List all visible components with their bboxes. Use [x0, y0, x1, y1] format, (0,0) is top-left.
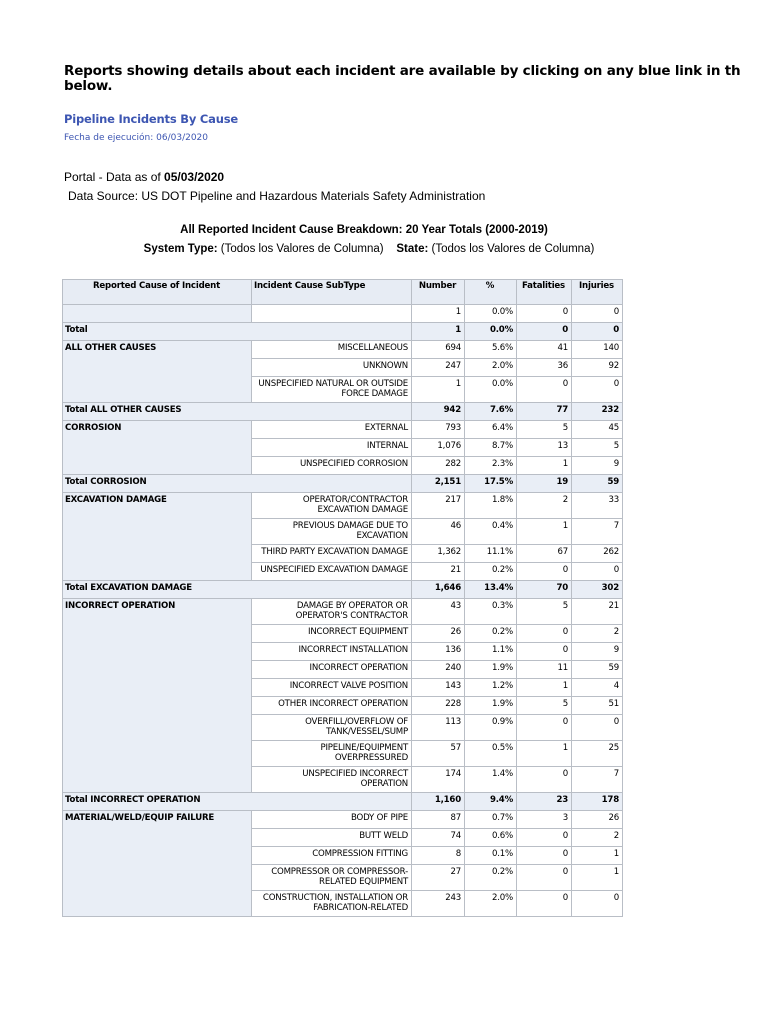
percent-cell: 1.8% [465, 493, 517, 519]
subtype-cell[interactable]: PREVIOUS DAMAGE DUE TO EXCAVATION [252, 519, 412, 545]
total-label: Total INCORRECT OPERATION [63, 793, 412, 811]
number-cell: 1,076 [412, 439, 465, 457]
percent-cell: 17.5% [465, 475, 517, 493]
fatalities-cell: 2 [517, 493, 572, 519]
fatalities-cell: 0 [517, 767, 572, 793]
fatalities-cell: 0 [517, 847, 572, 865]
percent-cell: 0.2% [465, 563, 517, 581]
percent-cell: 11.1% [465, 545, 517, 563]
percent-cell: 2.0% [465, 891, 517, 917]
percent-cell: 0.0% [465, 323, 517, 341]
injuries-cell: 1 [572, 865, 623, 891]
subtype-cell[interactable]: INCORRECT EQUIPMENT [252, 625, 412, 643]
header-cause: Reported Cause of Incident [63, 280, 252, 305]
cause-cell [63, 305, 252, 323]
fatalities-cell: 0 [517, 377, 572, 403]
total-label: Total EXCAVATION DAMAGE [63, 581, 412, 599]
injuries-cell: 4 [572, 679, 623, 697]
percent-cell: 0.7% [465, 811, 517, 829]
run-date: Fecha de ejecución: 06/03/2020 [64, 133, 209, 143]
percent-cell: 8.7% [465, 439, 517, 457]
subtype-cell[interactable]: INCORRECT OPERATION [252, 661, 412, 679]
number-cell: 1,362 [412, 545, 465, 563]
table-row [63, 599, 623, 625]
subtype-cell[interactable]: COMPRESSOR OR COMPRESSOR-RELATED EQUIPMENT [252, 865, 412, 891]
table-row [63, 421, 623, 439]
number-cell: 74 [412, 829, 465, 847]
fatalities-cell: 5 [517, 697, 572, 715]
number-cell: 2,151 [412, 475, 465, 493]
number-cell: 793 [412, 421, 465, 439]
number-cell: 43 [412, 599, 465, 625]
fatalities-cell: 0 [517, 305, 572, 323]
percent-cell: 1.2% [465, 679, 517, 697]
filters-line [64, 243, 674, 255]
header-percent: % [465, 280, 517, 305]
percent-cell: 9.4% [465, 793, 517, 811]
subtype-cell[interactable]: UNSPECIFIED CORROSION [252, 457, 412, 475]
intro-text [64, 63, 741, 94]
percent-cell: 0.0% [465, 305, 517, 323]
subtype-cell[interactable]: BODY OF PIPE [252, 811, 412, 829]
injuries-cell: 9 [572, 643, 623, 661]
subtype-cell[interactable]: UNKNOWN [252, 359, 412, 377]
table-row [63, 811, 623, 829]
injuries-cell: 2 [572, 829, 623, 847]
subtype-cell[interactable]: UNSPECIFIED NATURAL OR OUTSIDE FORCE DAMAGE [252, 377, 412, 403]
fatalities-cell: 77 [517, 403, 572, 421]
injuries-cell: 0 [572, 377, 623, 403]
percent-cell: 2.0% [465, 359, 517, 377]
percent-cell: 0.9% [465, 715, 517, 741]
injuries-cell: 2 [572, 625, 623, 643]
injuries-cell: 0 [572, 563, 623, 581]
table-row [63, 341, 623, 359]
injuries-cell: 7 [572, 519, 623, 545]
fatalities-cell: 5 [517, 599, 572, 625]
injuries-cell: 9 [572, 457, 623, 475]
injuries-cell: 25 [572, 741, 623, 767]
table-body [63, 305, 623, 917]
portal-data-date [64, 170, 224, 184]
number-cell: 46 [412, 519, 465, 545]
number-cell: 8 [412, 847, 465, 865]
state-label: State: [396, 243, 429, 255]
header-subtype: Incident Cause SubType [252, 280, 412, 305]
intro-line-1: Reports showing details about each incident are available by clicking on any blue link in th [64, 63, 741, 79]
number-cell: 21 [412, 563, 465, 581]
percent-cell: 6.4% [465, 421, 517, 439]
total-row [63, 793, 623, 811]
injuries-cell: 33 [572, 493, 623, 519]
subtype-cell[interactable]: CONSTRUCTION, INSTALLATION OR FABRICATION-RELATED [252, 891, 412, 917]
portal-date: 05/03/2020 [164, 170, 225, 184]
total-label: Total CORROSION [63, 475, 412, 493]
subtype-cell[interactable]: EXTERNAL [252, 421, 412, 439]
total-row [63, 581, 623, 599]
subtype-cell[interactable]: DAMAGE BY OPERATOR OR OPERATOR'S CONTRACTOR [252, 599, 412, 625]
subtype-cell[interactable]: UNSPECIFIED INCORRECT OPERATION [252, 767, 412, 793]
number-cell: 1 [412, 323, 465, 341]
number-cell: 57 [412, 741, 465, 767]
percent-cell: 0.2% [465, 865, 517, 891]
percent-cell: 0.6% [465, 829, 517, 847]
data-source: Data Source: US DOT Pipeline and Hazardous Materials Safety Administration [68, 189, 486, 203]
number-cell: 1 [412, 305, 465, 323]
percent-cell: 1.4% [465, 767, 517, 793]
system-type-value: (Todos los Valores de Columna) [217, 243, 384, 255]
total-row [63, 323, 623, 341]
fatalities-cell: 0 [517, 829, 572, 847]
table-row [63, 493, 623, 519]
breakdown-title: All Reported Incident Cause Breakdown: 20 Year Totals (2000-2019) [180, 224, 548, 236]
table-row [63, 305, 623, 323]
cause-cell: ALL OTHER CAUSES [63, 341, 252, 403]
injuries-cell: 262 [572, 545, 623, 563]
fatalities-cell: 1 [517, 457, 572, 475]
injuries-cell: 302 [572, 581, 623, 599]
fatalities-cell: 1 [517, 519, 572, 545]
injuries-cell: 0 [572, 715, 623, 741]
number-cell: 282 [412, 457, 465, 475]
injuries-cell: 0 [572, 305, 623, 323]
subtype-cell[interactable]: OVERFILL/OVERFLOW OF TANK/VESSEL/SUMP [252, 715, 412, 741]
injuries-cell: 5 [572, 439, 623, 457]
percent-cell: 0.0% [465, 377, 517, 403]
fatalities-cell: 3 [517, 811, 572, 829]
fatalities-cell: 5 [517, 421, 572, 439]
fatalities-cell: 67 [517, 545, 572, 563]
subtype-cell[interactable]: INTERNAL [252, 439, 412, 457]
injuries-cell: 1 [572, 847, 623, 865]
fatalities-cell: 23 [517, 793, 572, 811]
cause-cell: INCORRECT OPERATION [63, 599, 252, 793]
percent-cell: 0.5% [465, 741, 517, 767]
fatalities-cell: 70 [517, 581, 572, 599]
header-number: Number [412, 280, 465, 305]
intro-line-2: below. [64, 78, 113, 94]
injuries-cell: 51 [572, 697, 623, 715]
subtype-cell[interactable]: UNSPECIFIED EXCAVATION DAMAGE [252, 563, 412, 581]
incident-table-wrapper [62, 279, 620, 929]
injuries-cell: 59 [572, 661, 623, 679]
table-header-row [63, 280, 623, 305]
injuries-cell: 26 [572, 811, 623, 829]
percent-cell: 1.9% [465, 697, 517, 715]
fatalities-cell: 13 [517, 439, 572, 457]
number-cell: 136 [412, 643, 465, 661]
subtype-cell[interactable]: INCORRECT INSTALLATION [252, 643, 412, 661]
report-title: Pipeline Incidents By Cause [64, 112, 238, 126]
header-injuries: Injuries [572, 280, 623, 305]
percent-cell: 1.1% [465, 643, 517, 661]
fatalities-cell: 41 [517, 341, 572, 359]
percent-cell: 0.4% [465, 519, 517, 545]
number-cell: 942 [412, 403, 465, 421]
number-cell: 694 [412, 341, 465, 359]
number-cell: 1 [412, 377, 465, 403]
header-fatalities: Fatalities [517, 280, 572, 305]
number-cell: 247 [412, 359, 465, 377]
subtype-cell[interactable]: BUTT WELD [252, 829, 412, 847]
system-type-label: System Type: [143, 243, 218, 255]
cause-cell: MATERIAL/WELD/EQUIP FAILURE [63, 811, 252, 917]
percent-cell: 2.3% [465, 457, 517, 475]
subtype-cell[interactable]: THIRD PARTY EXCAVATION DAMAGE [252, 545, 412, 563]
subtype-cell [252, 305, 412, 323]
subtype-cell[interactable]: COMPRESSION FITTING [252, 847, 412, 865]
injuries-cell: 59 [572, 475, 623, 493]
number-cell: 113 [412, 715, 465, 741]
number-cell: 1,646 [412, 581, 465, 599]
number-cell: 243 [412, 891, 465, 917]
injuries-cell: 140 [572, 341, 623, 359]
subtype-cell[interactable]: INCORRECT VALVE POSITION [252, 679, 412, 697]
number-cell: 143 [412, 679, 465, 697]
fatalities-cell: 0 [517, 323, 572, 341]
portal-prefix: Portal - Data as of [64, 170, 165, 184]
cause-cell: EXCAVATION DAMAGE [63, 493, 252, 581]
percent-cell: 0.2% [465, 625, 517, 643]
number-cell: 1,160 [412, 793, 465, 811]
injuries-cell: 45 [572, 421, 623, 439]
number-cell: 87 [412, 811, 465, 829]
fatalities-cell: 1 [517, 741, 572, 767]
injuries-cell: 0 [572, 323, 623, 341]
fatalities-cell: 36 [517, 359, 572, 377]
injuries-cell: 232 [572, 403, 623, 421]
fatalities-cell: 0 [517, 891, 572, 917]
percent-cell: 5.6% [465, 341, 517, 359]
number-cell: 26 [412, 625, 465, 643]
number-cell: 174 [412, 767, 465, 793]
percent-cell: 0.3% [465, 599, 517, 625]
total-row [63, 475, 623, 493]
state-value: (Todos los Valores de Columna) [428, 243, 595, 255]
subtype-cell[interactable]: MISCELLANEOUS [252, 341, 412, 359]
percent-cell: 0.1% [465, 847, 517, 865]
number-cell: 228 [412, 697, 465, 715]
number-cell: 27 [412, 865, 465, 891]
injuries-cell: 178 [572, 793, 623, 811]
fatalities-cell: 11 [517, 661, 572, 679]
subtype-cell[interactable]: PIPELINE/EQUIPMENT OVERPRESSURED [252, 741, 412, 767]
fatalities-cell: 0 [517, 563, 572, 581]
fatalities-cell: 0 [517, 625, 572, 643]
injuries-cell: 92 [572, 359, 623, 377]
percent-cell: 7.6% [465, 403, 517, 421]
percent-cell: 13.4% [465, 581, 517, 599]
total-label: Total ALL OTHER CAUSES [63, 403, 412, 421]
cause-cell: CORROSION [63, 421, 252, 475]
fatalities-cell: 0 [517, 715, 572, 741]
fatalities-cell: 19 [517, 475, 572, 493]
number-cell: 240 [412, 661, 465, 679]
fatalities-cell: 0 [517, 865, 572, 891]
subtype-cell[interactable]: OPERATOR/CONTRACTOR EXCAVATION DAMAGE [252, 493, 412, 519]
total-label: Total [63, 323, 412, 341]
total-row [63, 403, 623, 421]
number-cell: 217 [412, 493, 465, 519]
subtype-cell[interactable]: OTHER INCORRECT OPERATION [252, 697, 412, 715]
incident-cause-table [62, 279, 623, 917]
injuries-cell: 0 [572, 891, 623, 917]
fatalities-cell: 1 [517, 679, 572, 697]
injuries-cell: 21 [572, 599, 623, 625]
fatalities-cell: 0 [517, 643, 572, 661]
injuries-cell: 7 [572, 767, 623, 793]
percent-cell: 1.9% [465, 661, 517, 679]
